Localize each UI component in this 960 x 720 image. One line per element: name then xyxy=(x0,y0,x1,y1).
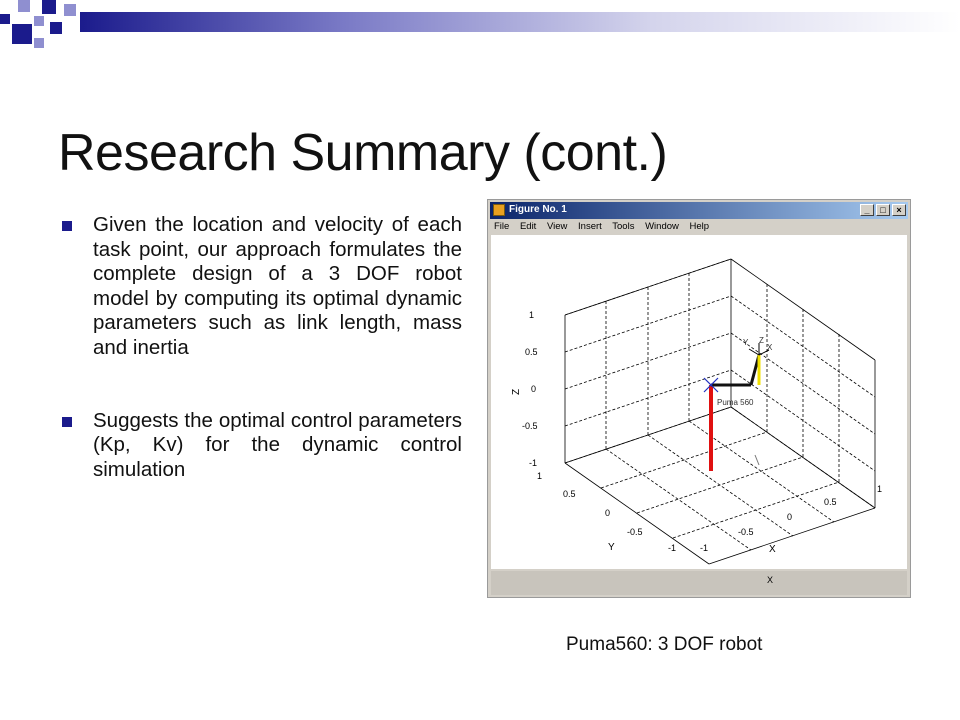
menu-view[interactable]: View xyxy=(546,221,568,232)
y-tick: 1 xyxy=(537,471,543,481)
y-tick: 0.5 xyxy=(563,489,576,499)
menu-tools[interactable]: Tools xyxy=(612,221,635,232)
top-gradient-bar xyxy=(80,12,960,32)
bullet-square-icon xyxy=(62,221,72,231)
menu-edit[interactable]: Edit xyxy=(519,221,537,232)
x-axis-label: X xyxy=(769,544,776,555)
frame-label-z: Z xyxy=(759,336,764,345)
robot-label: Puma 560 xyxy=(717,398,754,407)
z-tick: 0.5 xyxy=(525,347,538,357)
z-tick: -1 xyxy=(529,458,538,468)
bullet-item xyxy=(60,409,462,483)
corner-decoration xyxy=(0,0,80,60)
figure-bottom-strip xyxy=(491,571,907,595)
y-tick: -0.5 xyxy=(627,527,643,537)
robot-3d-plot xyxy=(491,235,907,569)
menu-file[interactable]: File xyxy=(494,221,510,232)
bullet-square-icon xyxy=(62,417,72,427)
bullet-item xyxy=(60,213,462,361)
bullet-list xyxy=(60,213,462,482)
z-axis-label: Z xyxy=(511,388,522,395)
shadow-mark xyxy=(755,455,759,465)
menu-insert[interactable]: Insert xyxy=(578,221,602,232)
figure-app-icon xyxy=(493,204,505,216)
figure-caption: Puma560: 3 DOF robot xyxy=(566,634,763,655)
close-button[interactable]: × xyxy=(892,204,906,216)
slide-title: Research Summary (cont.) xyxy=(58,123,668,182)
z-tick: 0 xyxy=(531,384,537,394)
x-tick: 0 xyxy=(787,512,793,522)
maximize-button[interactable]: □ xyxy=(876,204,890,216)
figure-bottom-label: X xyxy=(767,575,774,585)
frame-label-x: X xyxy=(767,343,773,352)
figure-title: Figure No. 1 xyxy=(509,204,567,215)
y-tick: -1 xyxy=(668,543,677,553)
x-tick: -0.5 xyxy=(738,527,754,537)
x-tick: 1 xyxy=(877,484,883,494)
figure-menubar xyxy=(494,221,717,232)
x-tick: -1 xyxy=(700,543,709,553)
frame-label-y: Y xyxy=(743,338,749,347)
y-tick: 0 xyxy=(605,508,611,518)
bullet-text: Given the location and velocity of each task point, our approach formulates the complete design of a 3 DOF robot model by computing its optimal dynamic parameters such as link length, mass and inertia xyxy=(93,213,462,359)
menu-window[interactable]: Window xyxy=(645,221,679,232)
minimize-button[interactable]: _ xyxy=(860,204,874,216)
bullet-text: Suggests the optimal control parameters (Kp, Kv) for the dynamic control simulation xyxy=(93,408,462,481)
figure-titlebar xyxy=(490,202,908,219)
y-axis-label: Y xyxy=(608,542,615,553)
z-tick: 1 xyxy=(529,310,535,320)
menu-help[interactable]: Help xyxy=(689,221,710,232)
z-tick: -0.5 xyxy=(522,421,538,431)
x-tick: 0.5 xyxy=(824,497,837,507)
figure-window xyxy=(487,199,911,598)
plot-canvas[interactable] xyxy=(491,235,907,569)
